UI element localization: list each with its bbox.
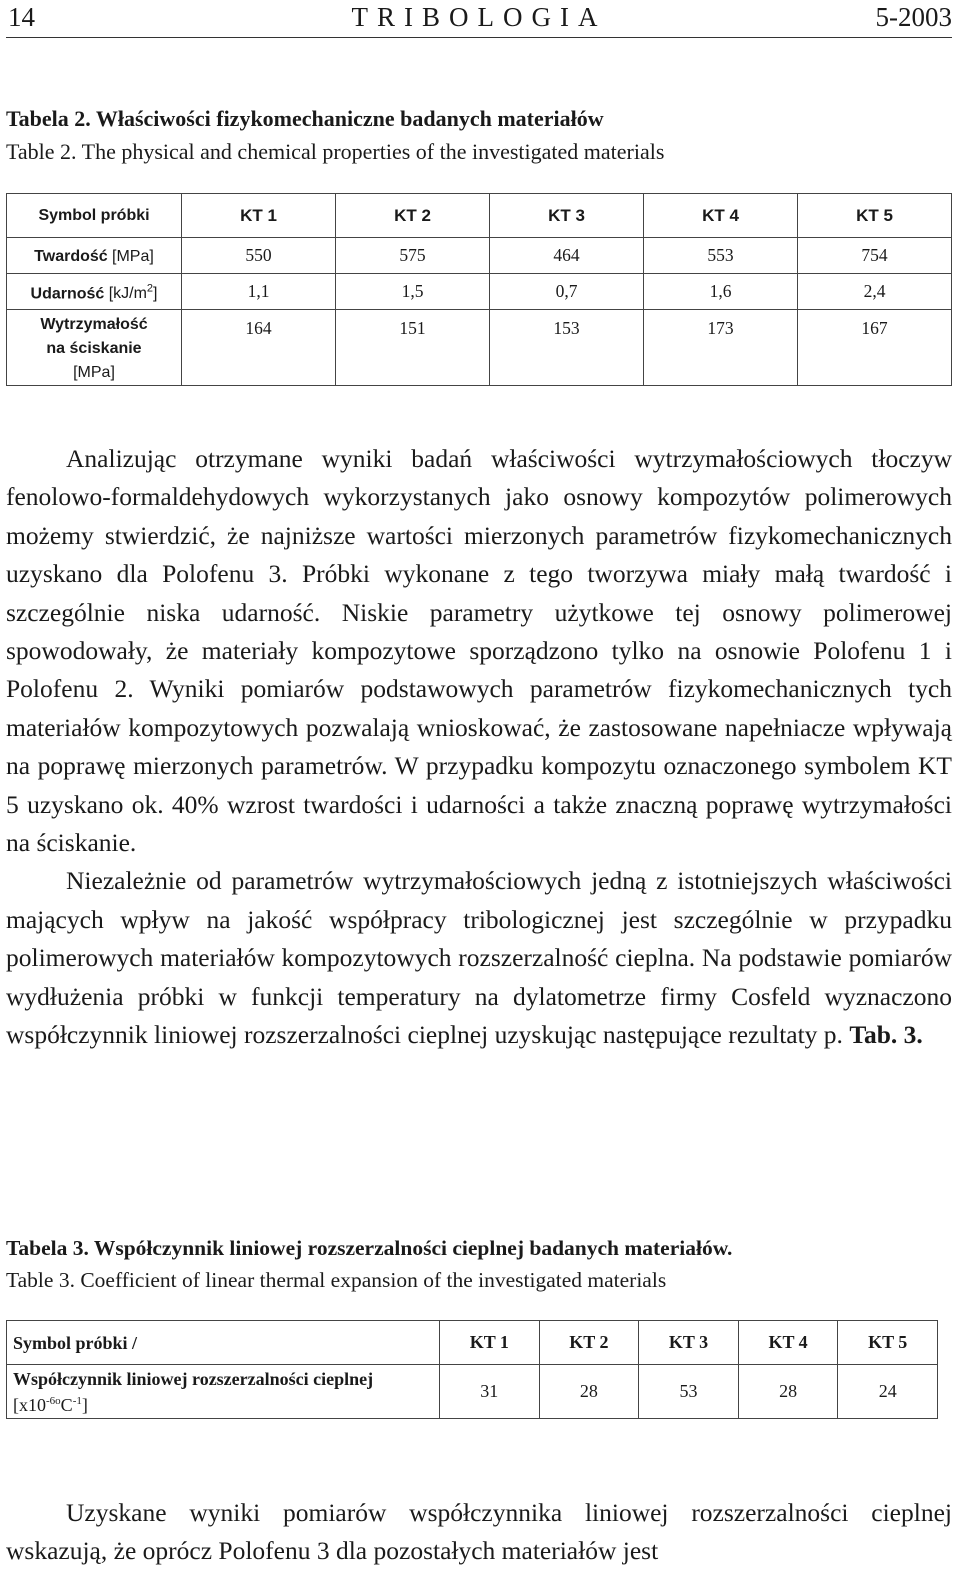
table2-caption-en: Table 2. The physical and chemical properties of the investigated materials [6,139,665,164]
table-cell: 24 [838,1365,938,1419]
table-cell: 28 [738,1365,838,1419]
table-cell: 754 [798,238,952,274]
table-row [7,1365,938,1419]
page-number: 14 [8,2,35,32]
table2-col-header: KT 3 [490,194,644,238]
table3-col-header: KT 5 [838,1321,938,1365]
paragraph: Analizując otrzymane wyniki badań właściwości wytrzymałościowych tłoczyw fenolowo-formaldehydowych wykorzystanych jako osnowy kompozytów polimerowych możemy stwierdzić, że najniższe wartości mierzonych parametrów fizykomechanicznych uzyskano dla Polofenu 3. Próbki wykonane z tego tworzywa miały małą twardość i szczególnie niska udarność. Niskie parametry użytkowe tej osnowy polimerowej spowodowały, że materiały kompozytowe sporządzono tylko na osnowie Polofenu 1 i Polofenu 2. Wyniki pomiarów podstawowych parametrów fizykomechanicznych tych materiałów kompozytowych pozwalają wnioskować, że zastosowane napełniacze wpływają na poprawę mierzonych parametrów. W przypadku kompozytu oznaczonego symbolem KT 5 uzyskano ok. 40% wzrost twardości i udarności a także znaczną poprawę wytrzymałości na ściskanie. [6,444,952,858]
table-cell: 464 [490,238,644,274]
table3-caption-en: Table 3. Coefficient of linear thermal expansion of the investigated materials [6,1268,667,1292]
row-label-compressive-strength: Wytrzymałość na ściskanie [MPa] [7,310,182,386]
table-cell: 173 [644,310,798,386]
table3-col-header: KT 3 [639,1321,739,1365]
table-cell: 31 [440,1365,540,1419]
table2-col-header: KT 4 [644,194,798,238]
row-label-expansion-coefficient: Współczynnik liniowej rozszerzalności cieplnej $[x10^{-6o}C^{-1}]$ [7,1365,440,1419]
table-cell: 553 [644,238,798,274]
table-row [7,238,952,274]
table3-col-header: KT 1 [440,1321,540,1365]
journal-title: TRIBOLOGIA [351,2,607,32]
table3-symbol-header: Symbol próbki / [7,1321,440,1365]
header-rule [6,37,952,38]
table-cell: 28 [539,1365,639,1419]
issue-number: 5-2003 [875,2,952,32]
closing-text [6,1494,952,1571]
thermal-expansion-table [6,1320,938,1419]
table-cell: 1,6 [644,274,798,310]
body-text [6,440,952,1055]
table-cell: 575 [336,238,490,274]
table-cell: 1,5 [336,274,490,310]
table-cell: 2,4 [798,274,952,310]
paragraph: Niezależnie od parametrów wytrzymałościowych jedną z istotniejszych właściwości mających wpływ na jakość współpracy tribologicznej jest szczególnie w przypadku polimerowych materiałów kompozytowych rozszerzalność cieplna. Na podstawie pomiarów wydłużenia próbki w funkcji temperatury na dylatometrze firmy Cosfeld wyznaczono współczynnik liniowej rozszerzalności cieplnej uzyskując następujące rezultaty p. Tab. 3. [6,866,952,1050]
table2-col-header: KT 1 [182,194,336,238]
table3-col-header: KT 4 [738,1321,838,1365]
table-cell: 0,7 [490,274,644,310]
table-cell: 53 [639,1365,739,1419]
table2-col-header: KT 5 [798,194,952,238]
table-row [7,274,952,310]
table-row [7,310,952,386]
running-header [6,0,952,36]
table-cell: 550 [182,238,336,274]
table-cell: 153 [490,310,644,386]
table2-caption-pl: Tabela 2. Właściwości fizykomechaniczne badanych materiałów [6,106,604,131]
table-reference: Tab. 3. [849,1020,923,1050]
table2-symbol-header: Symbol próbki [7,194,182,238]
properties-table [6,193,952,386]
table-cell: 151 [336,310,490,386]
table3-caption-pl: Tabela 3. Współczynnik liniowej rozszerzalności cieplnej badanych materiałów. [6,1236,733,1260]
table-cell: 1,1 [182,274,336,310]
table-cell: 167 [798,310,952,386]
table-cell: 164 [182,310,336,386]
row-label-impact: Udarność $[kJ/m^2]$ [7,274,182,310]
row-label-hardness: Twardość [MPa] [7,238,182,274]
paragraph: Uzyskane wyniki pomiarów współczynnika liniowej rozszerzalności cieplnej wskazują, że oprócz Polofenu 3 dla pozostałych materiałów jest [6,1498,952,1566]
table3-col-header: KT 2 [539,1321,639,1365]
table2-col-header: KT 2 [336,194,490,238]
